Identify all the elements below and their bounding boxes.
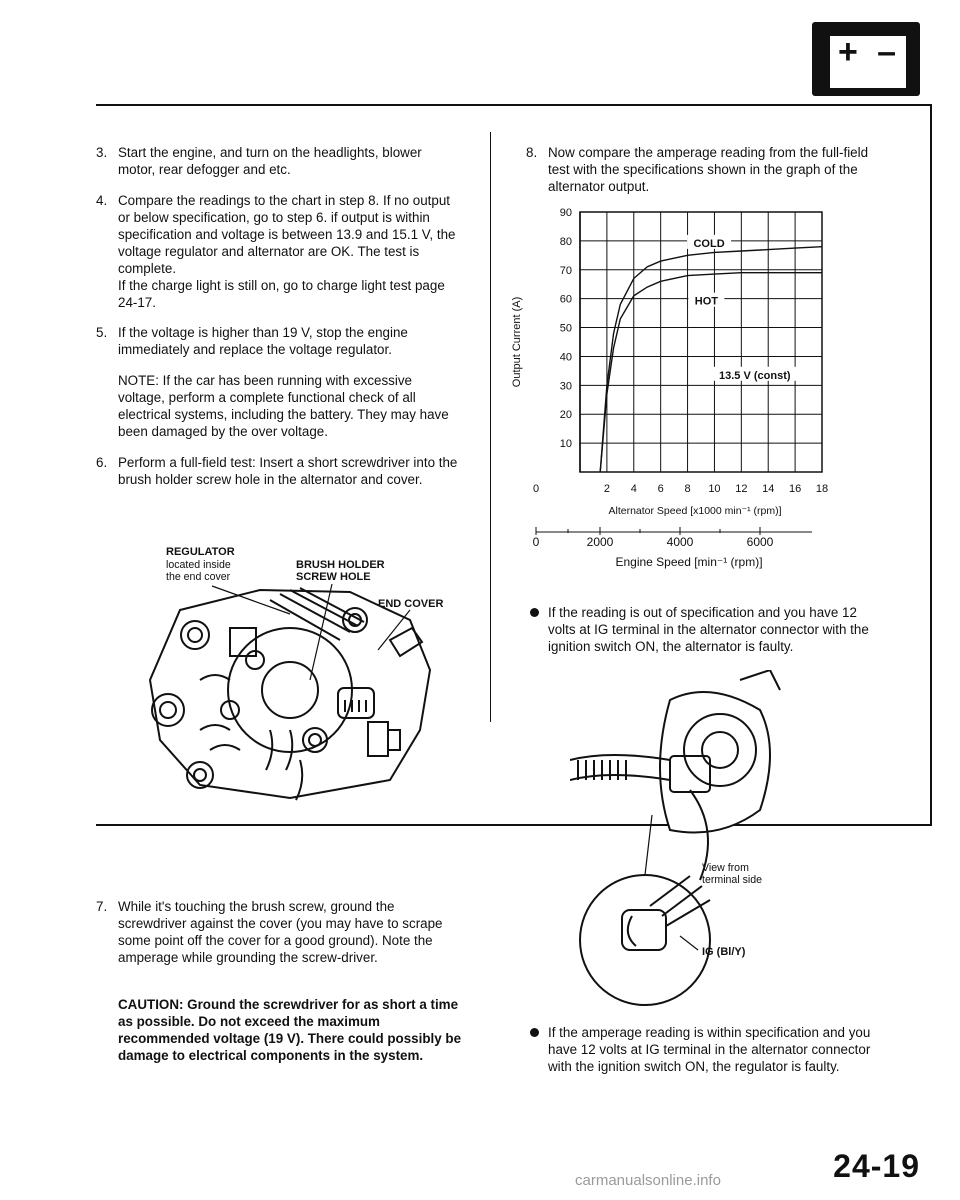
x-tick-label: 2 <box>603 483 610 495</box>
step-3-text: Start the engine, and turn on the headlights, blower motor, rear defogger and etc. <box>118 145 422 177</box>
brush-holder-label: BRUSH HOLDER <box>296 559 385 571</box>
y-tick-label: 60 <box>559 293 572 306</box>
x-tick-label: 18 <box>815 483 829 495</box>
bullet-2-dot <box>530 1028 539 1037</box>
secondary-axis-tick-label: 4000 <box>666 535 694 549</box>
origin-label: 0 <box>532 483 540 495</box>
x-tick-label: 10 <box>708 483 721 495</box>
secondary-axis-tick-label: 2000 <box>586 535 614 549</box>
annotation-cold: COLD <box>693 237 725 250</box>
caution-text: CAUTION: Ground the screwdriver for as short a time as possible. Do not exceed the maximum recommended voltage (19 V). There could possibly be damage to electrical components in the system. <box>118 997 462 1063</box>
y-axis-label: Output Current (A) <box>511 296 523 388</box>
annotation-hot: HOT <box>694 295 718 308</box>
x-tick-label: 4 <box>630 483 637 495</box>
step-4-text-2: If the charge light is still on, go to charge light test page 24-17. <box>118 278 445 310</box>
regulator-sub-1: located inside <box>166 559 231 571</box>
secondary-axis-tick-label: 6000 <box>746 535 774 549</box>
step-6-text: Perform a full-field test: Insert a short screwdriver into the brush holder screw hole in the alternator and cover. <box>118 455 458 487</box>
y-tick-label: 40 <box>559 351 572 364</box>
bullet-1-text: If the reading is out of specification and you have 12 volts at IG terminal in the alternator connector with the ignition switch ON, the alternator is faulty. <box>548 605 869 654</box>
view-from-label-2: terminal side <box>702 874 763 886</box>
x-tick-label: 14 <box>762 483 775 495</box>
x-tick-label: 8 <box>684 483 691 495</box>
step-3: 3. Start the engine, and turn on the headlights, blower motor, rear defogger and etc. <box>96 145 422 177</box>
x-tick-label: 12 <box>735 483 748 495</box>
battery-icon <box>812 22 920 96</box>
y-tick-label: 10 <box>559 438 572 451</box>
battery-icon-face <box>830 33 906 88</box>
alternator-output-chart <box>500 200 900 572</box>
alternator-end-cover-drawing <box>140 580 460 810</box>
x-axis-label: Alternator Speed [x1000 min⁻¹ (rpm)] <box>608 505 782 517</box>
step-5: 5. If the voltage is higher than 19 V, stop the engine immediately and replace the voltage regulator. <box>96 325 408 357</box>
page-number: 24-19 <box>833 1148 920 1184</box>
bottom-rule <box>96 824 932 826</box>
step-8: 8. Now compare the amperage reading from the full-field test with the specifications shown in the graph of the alternator output. <box>526 145 869 194</box>
secondary-axis-tick-label: 0 <box>532 535 540 549</box>
step-4: 4. Compare the readings to the chart in step 8. If no output or below specification, go to step 6. if output is within specification and voltage is between 13.9 and 15.1 V, the voltage regulator and alternator are OK. The test is complete. If the charge light is still on, go to charge light test page 24-17. <box>118 192 462 311</box>
y-tick-label: 50 <box>559 322 572 335</box>
bullet-1-dot <box>530 608 539 617</box>
step-4-text: Compare the readings to the chart in step 8. If no output or below specification, go to step 6. if output is within specification and voltage is between 13.9 and 15.1 V, the voltage regulator and alternator are OK. The test is complete. <box>118 193 456 276</box>
annotation-const-voltage: 13.5 V (const) <box>719 369 791 382</box>
column-divider <box>490 132 491 722</box>
end-cover-label: END COVER <box>378 598 444 610</box>
right-rule <box>930 104 932 826</box>
step-6: 6. Perform a full-field test: Insert a short screwdriver into the brush holder screw hole in the alternator and cover. <box>96 455 458 487</box>
battery-plus-icon: + <box>838 33 858 71</box>
ig-terminal-label: IG (Bl/Y) <box>702 946 746 958</box>
brush-holder-label-2: SCREW HOLE <box>296 571 371 583</box>
footer-watermark: carmanualsonline.info <box>575 1172 721 1189</box>
step-8-text: Now compare the amperage reading from the full-field test with the specifications shown in the graph of the alternator output. <box>548 145 869 194</box>
step-7-text: While it's touching the brush screw, ground the screwdriver against the cover (you may have to scrape some point off the cover for a good ground). Note the amperage while grounding the screw-driver. <box>118 899 443 965</box>
regulator-sub-2: the end cover <box>166 571 231 583</box>
step-5-text: If the voltage is higher than 19 V, stop the engine immediately and replace the voltage regulator. <box>118 325 408 357</box>
view-from-label: View from <box>702 862 749 874</box>
y-tick-label: 30 <box>559 380 572 393</box>
step-7: 7. While it's touching the brush screw, ground the screwdriver against the cover (you may have to scrape some point off the cover for a good ground). Note the amperage while grounding the screw-driver. <box>96 899 443 965</box>
y-tick-label: 80 <box>559 235 572 248</box>
bullet-2 <box>548 1024 888 1075</box>
alternator-connector-drawing <box>570 670 800 1020</box>
x-tick-label: 6 <box>657 483 664 495</box>
y-tick-label: 90 <box>559 207 572 219</box>
x-tick-label: 16 <box>788 483 802 495</box>
battery-minus-icon: – <box>877 33 896 71</box>
regulator-label: REGULATOR <box>166 546 235 558</box>
y-tick-label: 70 <box>559 264 572 277</box>
y-tick-label: 20 <box>559 409 572 422</box>
note: NOTE: If the car has been running with excessive voltage, perform a complete functional check of all electrical systems, including the battery. They may have been damaged by the over voltage. <box>118 373 449 439</box>
bullet-2-text: If the amperage reading is within specification and you have 12 volts at IG terminal in the alternator connector with the ignition switch ON, the regulator is faulty. <box>548 1025 871 1074</box>
secondary-axis-label: Engine Speed [min⁻¹ (rpm)] <box>615 555 763 569</box>
plot-frame <box>580 212 822 472</box>
bullet-1 <box>548 604 888 655</box>
top-rule <box>96 104 932 106</box>
